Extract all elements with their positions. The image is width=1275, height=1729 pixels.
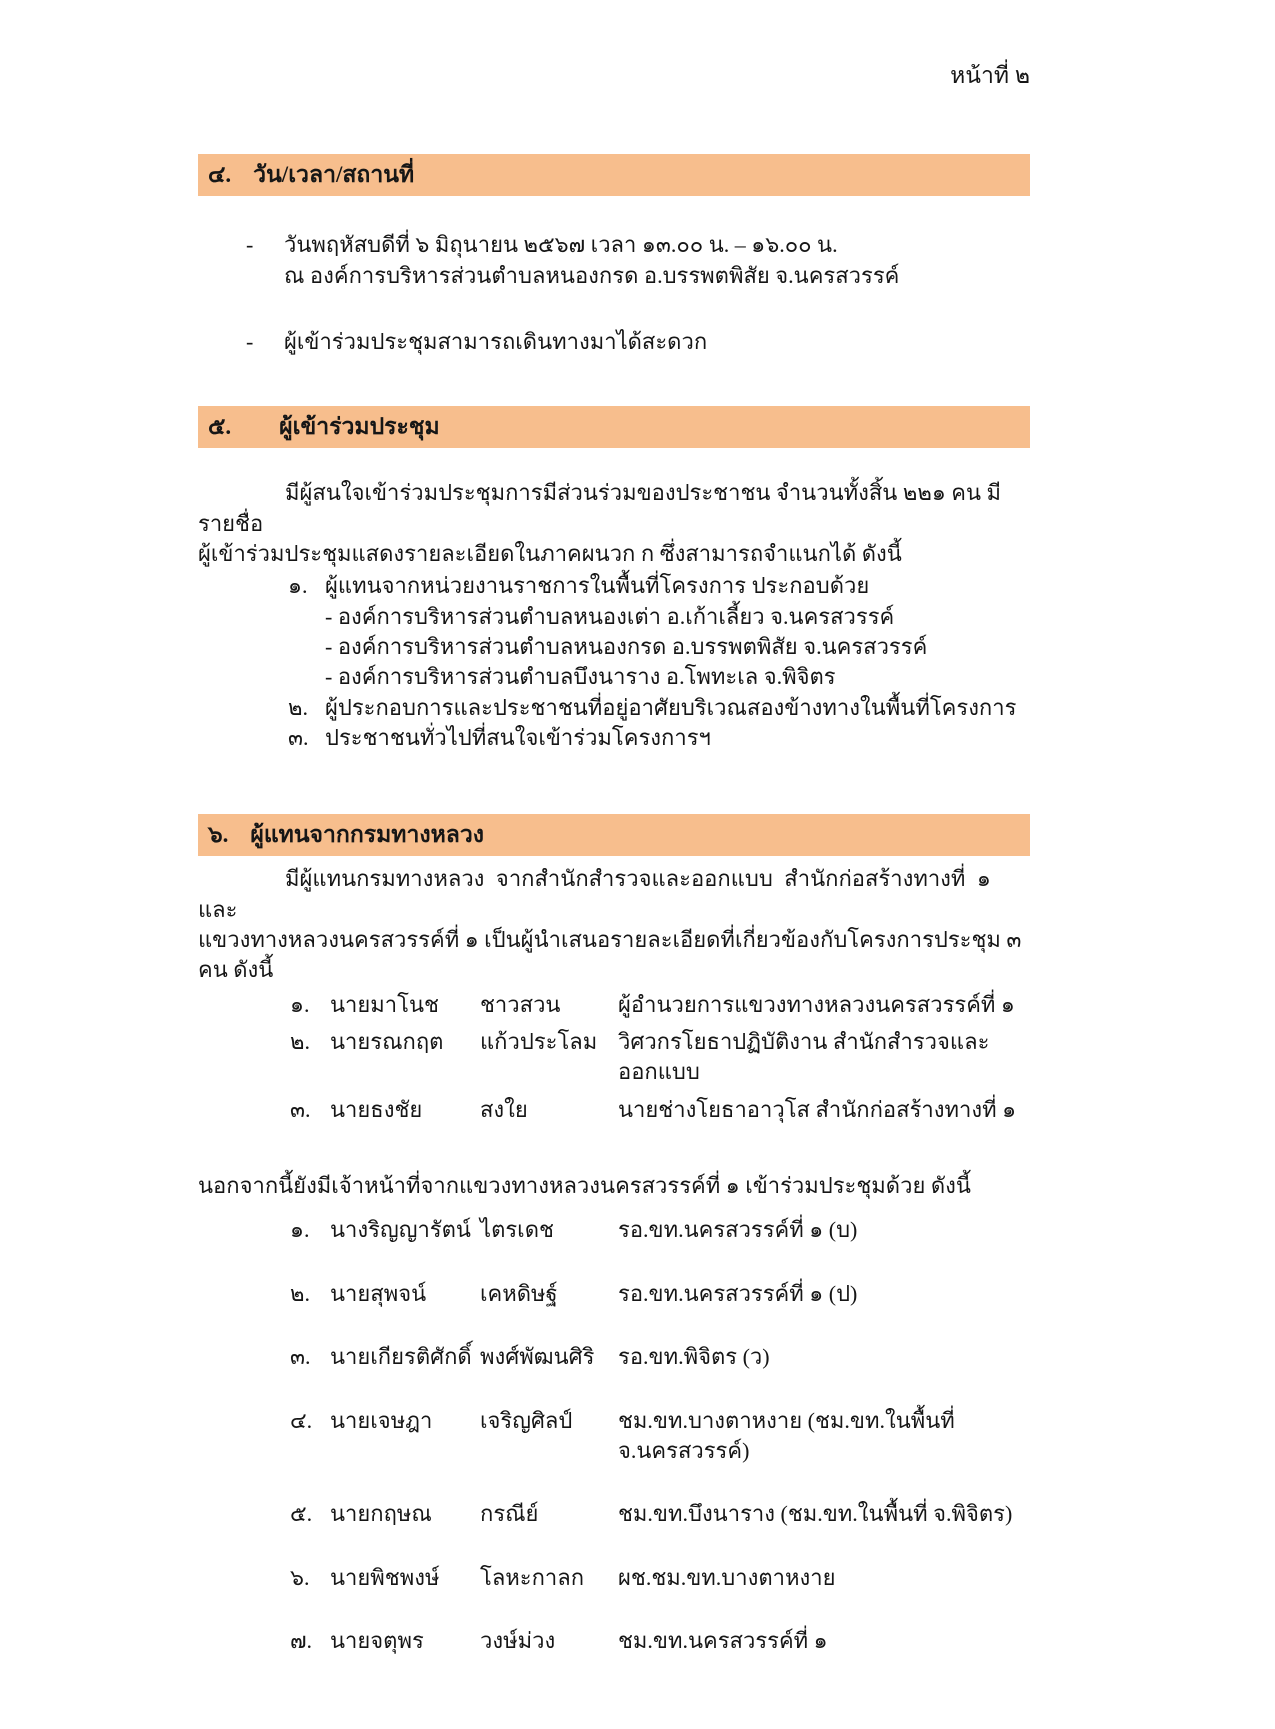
table-row <box>290 1342 1030 1372</box>
meeting-location: ณ องค์การบริหารส่วนตำบลหนองกรด อ.บรรพตพิสัย จ.นครสวรรค์ <box>284 262 900 288</box>
section5-heading-bar <box>198 406 1030 449</box>
first-name: นายเจษฎา <box>330 1407 433 1433</box>
table-row <box>290 1406 1030 1467</box>
meeting-datetime: วันพฤหัสบดีที่ ๖ มิถุนายน ๒๕๖๗ เวลา ๑๓.๐๐ น. – ๑๖.๐๐ น. <box>284 232 838 258</box>
position-title: รอ.ขท.พิจิตร (ว) <box>618 1344 770 1370</box>
section6-paragraph2: นอกจากนี้ยังมีเจ้าหน้าที่จากแขวงทางหลวงนครสวรรค์ที่ ๑ เข้าร่วมประชุมด้วย ดังนี้ <box>198 1173 971 1199</box>
table-row <box>290 1027 1030 1088</box>
list-line: - องค์การบริหารส่วนตำบลหนองเต่า อ.เก้าเลี้ยว จ.นครสวรรค์ <box>325 603 895 629</box>
paragraph-line: แขวงทางหลวงนครสวรรค์ที่ ๑ เป็นผู้นำเสนอรายละเอียดที่เกี่ยวข้องกับโครงการประชุม ๓ คน ดังนี้ <box>198 926 1022 983</box>
row-number: ๒. <box>290 1029 311 1055</box>
paragraph-line: มีผู้แทนกรมทางหลวง จากสำนักสำรวจและออกแบบ สำนักก่อสร้างทางที่ ๑ และ <box>198 866 991 922</box>
table-row <box>290 1215 1030 1245</box>
list-item-text: ประชาชนทั่วไปที่สนใจเข้าร่วมโครงการฯ <box>325 725 711 751</box>
list-item <box>288 723 1030 753</box>
table-row <box>290 990 1030 1020</box>
first-name: นายรณกฤต <box>330 1029 444 1055</box>
first-name: นายจตุพร <box>330 1628 424 1653</box>
bullet-dash: - <box>246 232 254 258</box>
list-line: - องค์การบริหารส่วนตำบลหนองกรด อ.บรรพตพิสัย จ.นครสวรรค์ <box>325 634 928 660</box>
last-name: วงษ์ม่วง <box>480 1628 556 1653</box>
position-title: ชม.ขท.บึงนาราง (ชม.ขท.ในพื้นที่ จ.พิจิตร) <box>618 1501 1013 1527</box>
row-number: ๓. <box>290 1096 311 1122</box>
row-number: ๑. <box>290 1217 310 1243</box>
row-number: ๗. <box>290 1628 313 1653</box>
list-item <box>288 693 1030 723</box>
last-name: เคหดิษฐ์ <box>480 1280 558 1306</box>
last-name: กรณีย์ <box>480 1501 539 1527</box>
spacer <box>228 819 250 851</box>
last-name: เจริญศิลป์ <box>480 1407 573 1433</box>
section6-number: ๖. <box>208 821 229 847</box>
row-number: ๓. <box>290 1344 311 1370</box>
presenters-table <box>290 990 1030 1125</box>
bullet-text: ผู้เข้าร่วมประชุมสามารถเดินทางมาได้สะดวก <box>284 329 708 355</box>
staff-table <box>290 1215 1030 1656</box>
list-item <box>288 571 1030 692</box>
table-row <box>290 1563 1030 1593</box>
section4-heading-bar <box>198 154 1030 197</box>
row-number: ๒. <box>290 1280 311 1306</box>
row-number: ๔. <box>290 1407 313 1433</box>
table-row <box>290 1279 1030 1309</box>
section6-heading-bar <box>198 814 1030 857</box>
position-title: นายช่างโยธาอาวุโส สำนักก่อสร้างทางที่ ๑ <box>618 1096 1017 1122</box>
section5-title: ผู้เข้าร่วมประชุม <box>279 413 440 439</box>
list-item-text: ผู้ประกอบการและประชาชนที่อยู่อาศัยบริเวณสองข้างทางในพื้นที่โครงการ <box>325 694 1017 720</box>
section4-content <box>198 230 1030 357</box>
spacer <box>231 411 279 443</box>
paragraph-line: ผู้เข้าร่วมประชุมแสดงรายละเอียดในภาคผนวก ก ซึ่งสามารถจำแนกได้ ดังนี้ <box>198 541 902 566</box>
position-title: วิศวกรโยธาปฏิบัติงาน สำนักสำรวจและออกแบบ <box>618 1029 990 1085</box>
first-name: นายเกียรติศักดิ์ <box>330 1344 472 1370</box>
position-title: ผช.ชม.ขท.บางตาหงาย <box>618 1564 836 1590</box>
table-row <box>290 1095 1030 1125</box>
first-name: นายพิชพงษ์ <box>330 1564 440 1590</box>
section5-paragraph <box>198 478 1030 569</box>
last-name: ไตรเดช <box>480 1217 554 1243</box>
bullet-text <box>284 230 1030 291</box>
list-line: - องค์การบริหารส่วนตำบลบึงนาราง อ.โพทะเล จ.พิจิตร <box>325 664 836 690</box>
bullet-dash: - <box>246 329 254 355</box>
bullet-item <box>198 230 1030 291</box>
first-name: นายธงชัย <box>330 1096 423 1122</box>
table-row <box>290 1626 1030 1656</box>
page-number: หน้าที่ ๒ <box>950 63 1030 88</box>
first-name: นายกฤษณ <box>330 1501 432 1527</box>
position-title: ชม.ขท.นครสวรรค์ที่ ๑ <box>618 1628 828 1653</box>
position-title: รอ.ขท.นครสวรรค์ที่ ๑ (ป) <box>618 1280 858 1306</box>
list-item-number: ๑. <box>288 573 308 599</box>
row-number: ๑. <box>290 991 310 1017</box>
last-name: ชาวสวน <box>480 991 561 1017</box>
list-item-number: ๒. <box>288 694 309 720</box>
paragraph-line: มีผู้สนใจเข้าร่วมประชุมการมีส่วนร่วมของประชาชน จำนวนทั้งสิ้น ๒๒๑ คน มีรายชื่อ <box>198 480 1002 536</box>
last-name: สงใย <box>480 1096 528 1122</box>
list-item-number: ๓. <box>288 725 309 751</box>
section4-number: ๔. <box>208 161 232 187</box>
position-title: รอ.ขท.นครสวรรค์ที่ ๑ (บ) <box>618 1217 858 1243</box>
section4-title: วัน/เวลา/สถานที่ <box>253 161 415 187</box>
position-title: ชม.ขท.บางตาหงาย (ชม.ขท.ในพื้นที่ จ.นครสวรรค์) <box>618 1407 955 1463</box>
section6-paragraph1 <box>198 864 1030 985</box>
last-name: แก้วประโลม <box>480 1029 598 1055</box>
bullet-item <box>198 327 1030 357</box>
spacer <box>231 159 253 191</box>
position-title: ผู้อำนวยการแขวงทางหลวงนครสวรรค์ที่ ๑ <box>618 991 1015 1017</box>
last-name: พงศ์พัฒนศิริ <box>480 1344 595 1370</box>
row-number: ๕. <box>290 1501 313 1527</box>
first-name: นางริญญารัตน์ <box>330 1217 471 1243</box>
list-line: ผู้แทนจากหน่วยงานราชการในพื้นที่โครงการ ประกอบด้วย <box>325 573 870 599</box>
row-number: ๖. <box>290 1564 310 1590</box>
last-name: โลหะกาลก <box>480 1564 585 1590</box>
table-row <box>290 1499 1030 1529</box>
section6-title: ผู้แทนจากกรมทางหลวง <box>250 821 485 847</box>
first-name: นายมาโนช <box>330 991 439 1017</box>
section5-list <box>288 571 1030 753</box>
list-item-text <box>325 571 1030 692</box>
first-name: นายสุพจน์ <box>330 1280 427 1306</box>
section5-number: ๕. <box>208 413 232 439</box>
